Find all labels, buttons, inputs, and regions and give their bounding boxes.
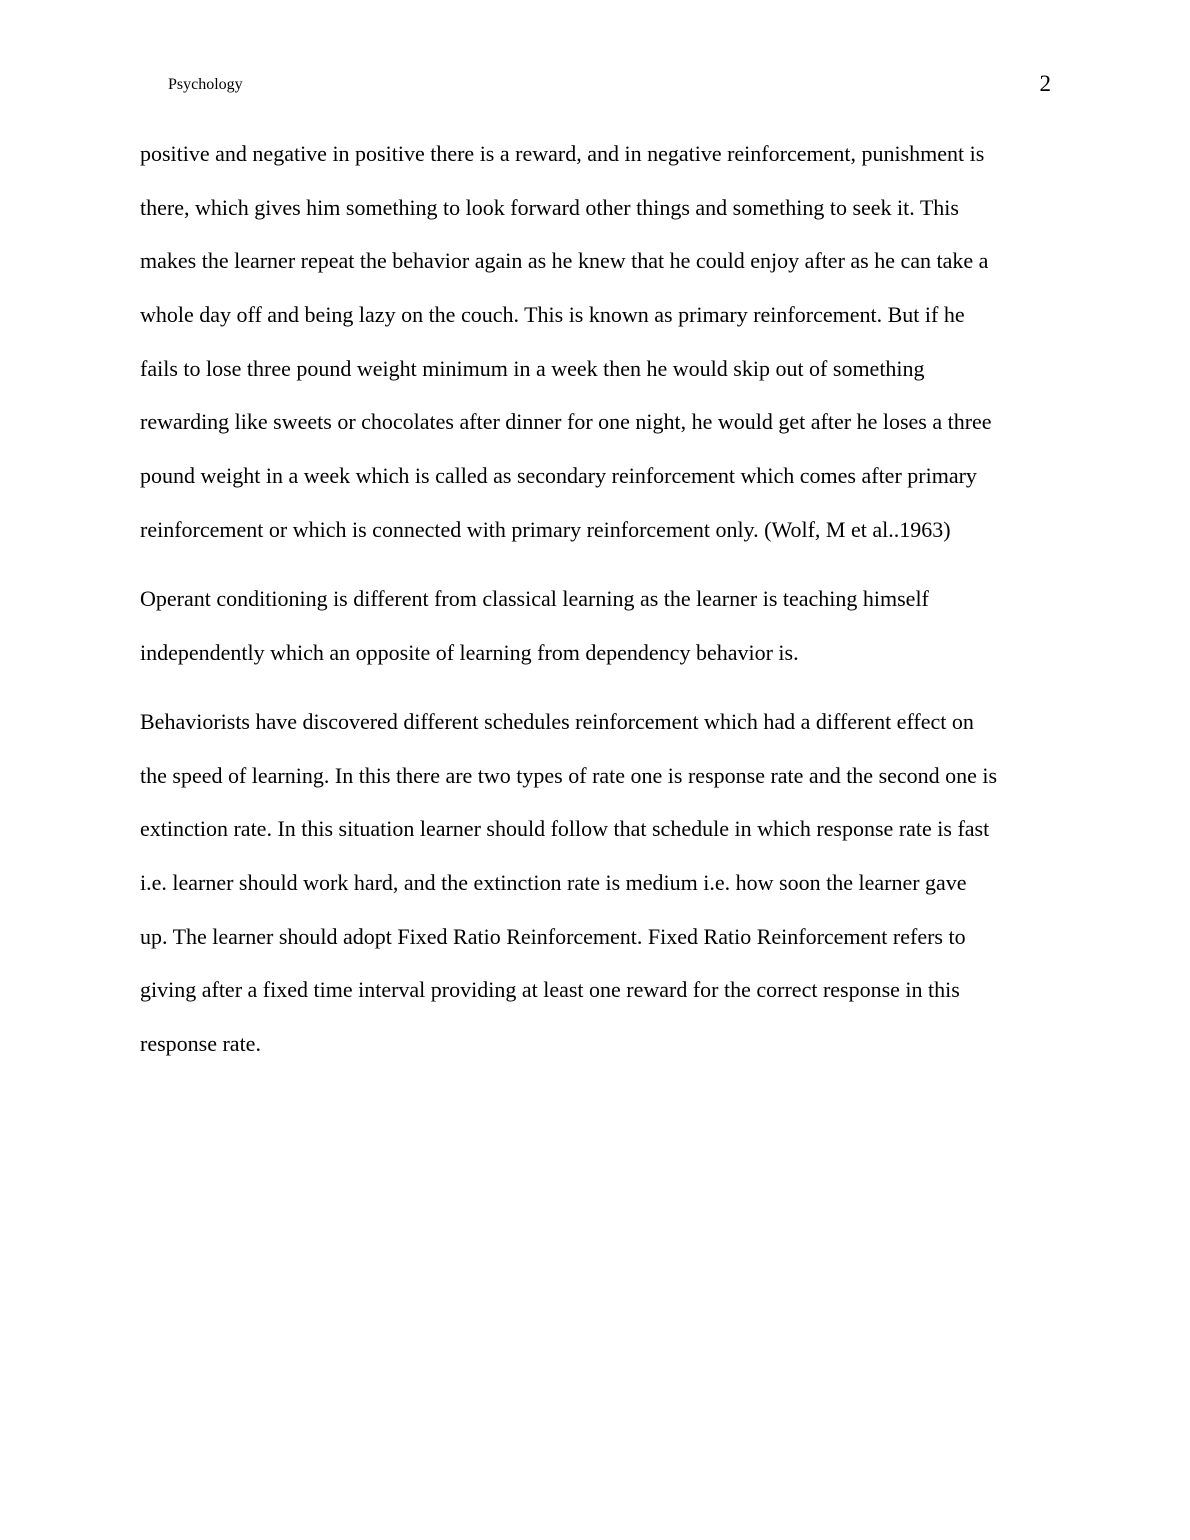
page-number: 2 — [1039, 71, 1051, 96]
text-line: up. The learner should adopt Fixed Ratio Reinforcement. Fixed Ratio Reinforcement refers to — [140, 923, 966, 949]
body-text — [140, 135, 1052, 1079]
paragraph-gap — [140, 565, 1052, 581]
text-line: response rate. — [140, 1031, 261, 1056]
text-line: fails to lose three pound weight minimum in a week then he would skip out of something — [140, 355, 925, 381]
paragraph — [140, 580, 1052, 687]
text-line: Operant conditioning is different from classical learning as the learner is teaching himself — [140, 586, 929, 611]
paragraph — [140, 135, 1052, 565]
running-head: Psychology — [168, 76, 243, 93]
text-line: makes the learner repeat the behavior again as he knew that he could enjoy after as he can take a — [140, 248, 989, 274]
text-line: giving after a fixed time interval providing at least one reward for the correct response in this — [140, 977, 960, 1003]
text-line: Behaviorists have discovered different schedules reinforcement which had a different effect on — [140, 708, 974, 734]
text-line: reinforcement or which is connected with primary reinforcement only. (Wolf, M et al..1963) — [140, 516, 951, 542]
paragraph — [140, 703, 1052, 1079]
text-line: whole day off and being lazy on the couch. This is known as primary reinforcement. But if he — [140, 302, 965, 328]
paragraph-gap — [140, 687, 1052, 703]
text-line: the speed of learning. In this there are two types of rate one is response rate and the second one is — [140, 762, 998, 788]
text-line: there, which gives him something to look forward other things and something to seek it. This — [140, 194, 959, 220]
text-line: extinction rate. In this situation learner should follow that schedule in which response rate is fast — [140, 816, 990, 842]
text-line: pound weight in a week which is called as secondary reinforcement which comes after primary — [140, 463, 977, 489]
text-line: positive and negative in positive there is a reward, and in negative reinforcement, punishment is — [140, 141, 985, 166]
text-line: independently which an opposite of learning from dependency behavior is. — [140, 639, 799, 665]
text-line: rewarding like sweets or chocolates after dinner for one night, he would get after he loses a three — [140, 409, 992, 435]
text-line: i.e. learner should work hard, and the extinction rate is medium i.e. how soon the learner gave — [140, 869, 967, 895]
